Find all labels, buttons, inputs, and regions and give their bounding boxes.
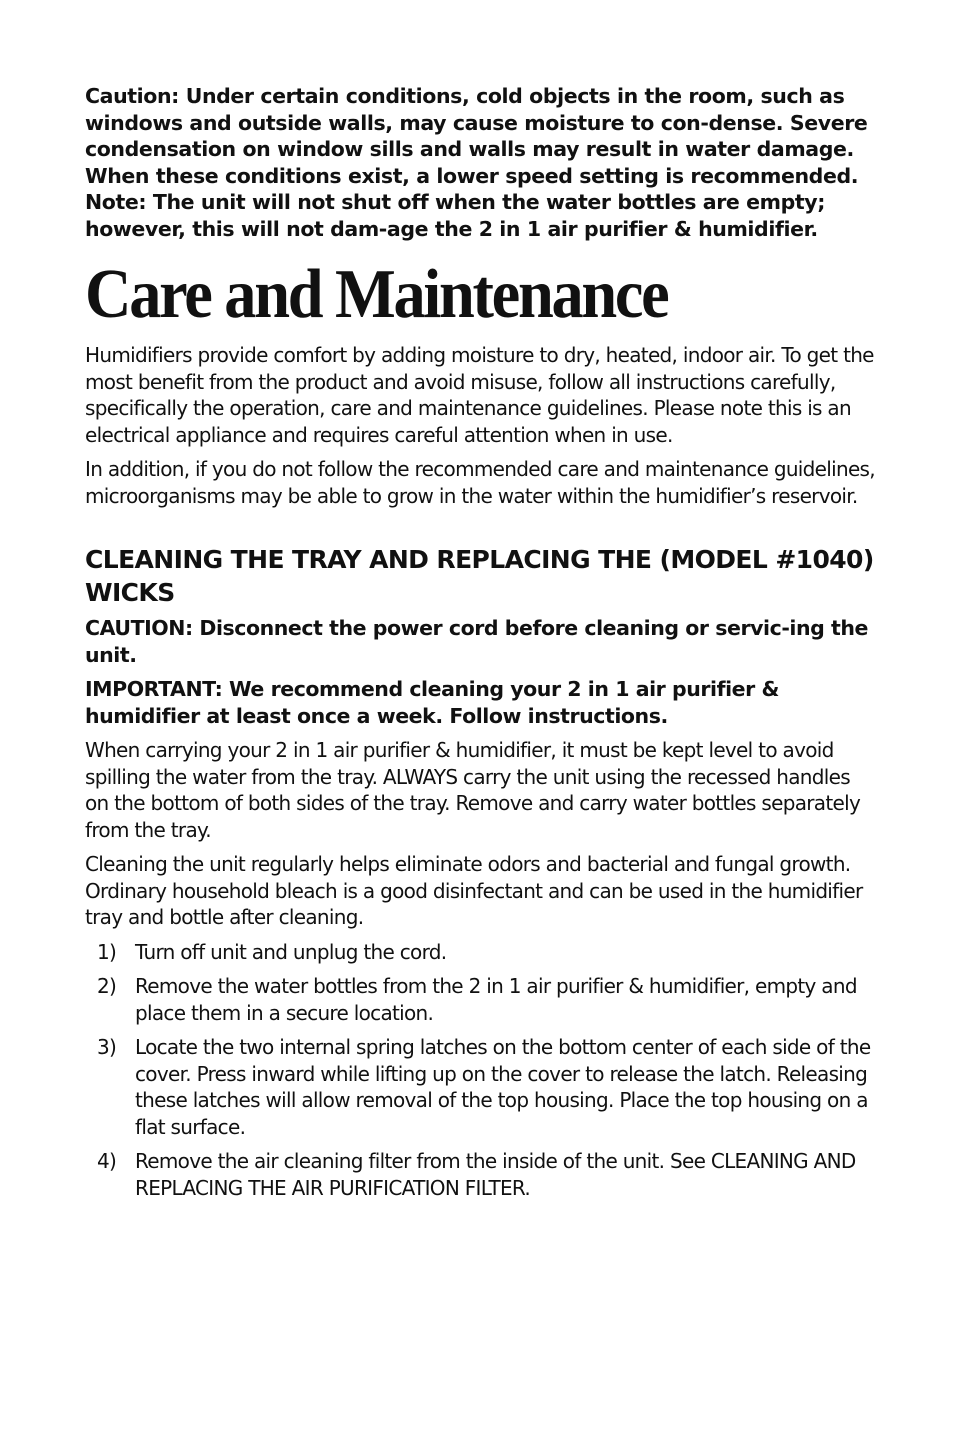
intro-paragraph-1: Humidifiers provide comfort by adding moisture to dry, heated, indoor air. To get the most benefit from the product and avoid misuse, follow all instructions carefully, specifically the operation, care and maintenance guidelines. Please note this is an electrical appliance and requires careful attention when in use.	[85, 343, 874, 447]
manual-page	[85, 83, 875, 1209]
important-note: IMPORTANT: We recommend cleaning your 2 in 1 air purifier & humidifier at least once a week. Follow instructions.	[85, 677, 779, 728]
list-item	[85, 1148, 875, 1201]
step-number: 3)	[97, 1035, 117, 1059]
step-text: Locate the two internal spring latches on the bottom center of each side of the cover. Press inward while lifting up on the cover to release the latch. Releasing these latches will allow removal of the top housing. Place the top housing on a flat surface.	[135, 1035, 871, 1139]
step-text: Remove the air cleaning filter from the inside of the unit. See CLEANING AND REPLACING THE AIR PURIFICATION FILTER.	[135, 1149, 856, 1200]
caution-disconnect: CAUTION: Disconnect the power cord before cleaning or servic-ing the unit.	[85, 616, 868, 667]
step-text: Remove the water bottles from the 2 in 1 air purifier & humidifier, empty and place them in a secure location.	[135, 974, 857, 1025]
section-heading: CLEANING THE TRAY AND REPLACING THE (MODEL #1040) WICKS	[85, 545, 874, 607]
carrying-paragraph: When carrying your 2 in 1 air purifier & humidifier, it must be kept level to avoid spilling the water from the tray. ALWAYS carry the unit using the recessed handles on the bottom of both sides of the tray. Remove and carry water bottles separately from the tray.	[85, 738, 861, 842]
list-item	[85, 939, 875, 966]
steps-list	[85, 939, 875, 1202]
list-item	[85, 1034, 875, 1140]
step-text: Turn off unit and unplug the cord.	[135, 939, 447, 964]
step-number: 2)	[97, 974, 117, 998]
caution-paragraph: Caution: Under certain conditions, cold objects in the room, such as windows and outside walls, may cause moisture to con-dense. Severe condensation on window sills and walls may result in water damage. When these conditions exist, a lower speed setting is recommended. Note: The unit will not shut off when the water bottles are empty; however, this will not dam-age the 2 in 1 air purifier & humidifier.	[85, 84, 868, 241]
page-title: Care and Maintenance	[85, 256, 668, 333]
step-number: 4)	[97, 1149, 117, 1173]
list-item	[85, 973, 875, 1026]
cleaning-paragraph: Cleaning the unit regularly helps eliminate odors and bacterial and fungal growth. Ordinary household bleach is a good disinfectant and can be used in the humidifier tray and bottle after cleaning.	[85, 852, 863, 929]
step-number: 1)	[97, 939, 117, 964]
intro-paragraph-2: In addition, if you do not follow the recommended care and maintenance guidelines, microorganisms may be able to grow in the water within the humidifier’s reservoir.	[85, 457, 875, 508]
